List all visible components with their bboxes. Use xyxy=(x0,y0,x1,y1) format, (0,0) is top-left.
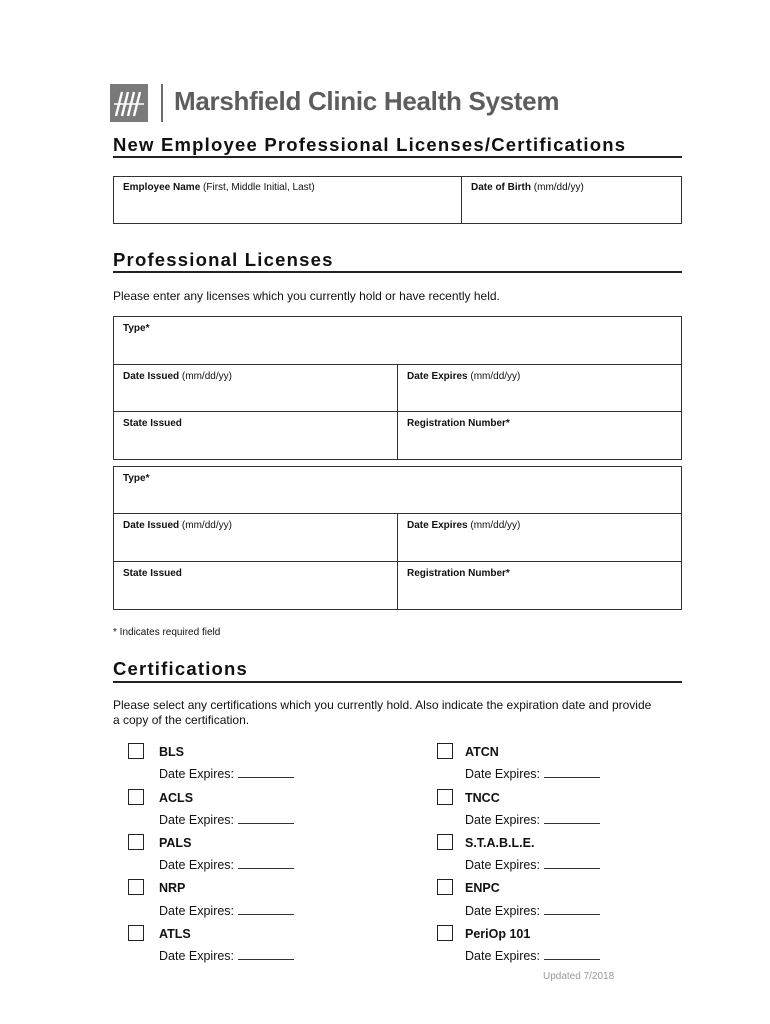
licenses-rule xyxy=(113,271,682,273)
acls-label: ACLS xyxy=(159,791,194,805)
periop-101-checkbox[interactable] xyxy=(437,925,453,941)
state-issued-label: State Issued xyxy=(123,418,182,429)
date-blank xyxy=(544,858,600,869)
certifications-intro-line-1: Please select any certifications which you currently hold. Also indicate the expiration date and provide xyxy=(113,698,652,712)
date-blank xyxy=(238,904,294,915)
dob-label: Date of Birth xyxy=(471,182,531,193)
stable-checkbox[interactable] xyxy=(437,834,453,850)
nrp-label: NRP xyxy=(159,881,186,895)
license-2-state-issued-field[interactable] xyxy=(123,568,182,579)
date-expires-label: Date Expires: xyxy=(159,767,235,781)
stable-label: S.T.A.B.L.E. xyxy=(465,836,535,850)
license-2-type-field[interactable] xyxy=(123,473,150,484)
date-expires-label: Date Expires: xyxy=(159,858,235,872)
stable-date-expires[interactable] xyxy=(465,858,600,872)
date-blank xyxy=(544,904,600,915)
employee-name-label: Employee Name xyxy=(123,182,201,193)
license-1-registration-number-field[interactable] xyxy=(407,418,510,429)
license-2-col-divider xyxy=(397,513,398,610)
date-issued-label: Date Issued xyxy=(123,520,180,531)
nrp-checkbox[interactable] xyxy=(128,879,144,895)
date-blank xyxy=(238,858,294,869)
date-expires-label: Date Expires: xyxy=(465,904,541,918)
licenses-intro: Please enter any licenses which you currently hold or have recently held. xyxy=(113,289,500,303)
pals-label: PALS xyxy=(159,836,192,850)
date-blank xyxy=(544,949,600,960)
certifications-rule xyxy=(113,681,682,683)
registration-number-label: Registration Number* xyxy=(407,568,510,579)
periop-101-date-expires[interactable] xyxy=(465,949,600,963)
certifications-intro-line-2: a copy of the certification. xyxy=(113,713,250,727)
acls-date-expires[interactable] xyxy=(159,813,294,827)
bls-date-expires[interactable] xyxy=(159,767,294,781)
date-issued-hint: (mm/dd/yy) xyxy=(181,371,232,382)
acls-checkbox[interactable] xyxy=(128,789,144,805)
license-type-label: Type* xyxy=(123,473,150,484)
tncc-label: TNCC xyxy=(465,791,500,805)
atcn-checkbox[interactable] xyxy=(437,743,453,759)
tncc-date-expires[interactable] xyxy=(465,813,600,827)
date-expires-label: Date Expires xyxy=(407,520,468,531)
enpc-checkbox[interactable] xyxy=(437,879,453,895)
license-1-date-expires-field[interactable] xyxy=(407,371,520,382)
atcn-label: ATCN xyxy=(465,745,499,759)
atls-date-expires[interactable] xyxy=(159,949,294,963)
certifications-heading: Certifications xyxy=(113,658,249,679)
date-expires-hint: (mm/dd/yy) xyxy=(470,371,521,382)
clinic-logo-icon xyxy=(110,84,148,122)
employee-name-hint: (First, Middle Initial, Last) xyxy=(203,182,315,193)
date-blank xyxy=(544,813,600,824)
date-blank xyxy=(238,767,294,778)
license-type-label: Type* xyxy=(123,323,150,334)
registration-number-label: Registration Number* xyxy=(407,418,510,429)
title-rule xyxy=(113,156,682,158)
employee-name-field[interactable] xyxy=(123,182,315,193)
logo-divider xyxy=(161,84,163,122)
atls-label: ATLS xyxy=(159,927,191,941)
date-blank xyxy=(544,767,600,778)
pals-date-expires[interactable] xyxy=(159,858,294,872)
license-1-col-divider xyxy=(397,364,398,460)
date-blank xyxy=(238,949,294,960)
date-expires-label: Date Expires: xyxy=(465,949,541,963)
pals-checkbox[interactable] xyxy=(128,834,144,850)
bls-label: BLS xyxy=(159,745,184,759)
bls-checkbox[interactable] xyxy=(128,743,144,759)
date-blank xyxy=(238,813,294,824)
tncc-checkbox[interactable] xyxy=(437,789,453,805)
license-2-date-expires-field[interactable] xyxy=(407,520,520,531)
employee-box-divider xyxy=(461,176,462,224)
date-expires-label: Date Expires: xyxy=(465,858,541,872)
date-of-birth-field[interactable] xyxy=(471,182,584,193)
required-field-note: * Indicates required field xyxy=(113,627,221,638)
form-title: New Employee Professional Licenses/Certifications xyxy=(113,134,627,155)
date-expires-label: Date Expires: xyxy=(159,904,235,918)
license-1-state-issued-field[interactable] xyxy=(123,418,182,429)
license-1-date-issued-field[interactable] xyxy=(123,371,232,382)
license-2-registration-number-field[interactable] xyxy=(407,568,510,579)
nrp-date-expires[interactable] xyxy=(159,904,294,918)
license-1-type-field[interactable] xyxy=(123,323,150,334)
enpc-date-expires[interactable] xyxy=(465,904,600,918)
periop-101-label: PeriOp 101 xyxy=(465,927,531,941)
date-issued-hint: (mm/dd/yy) xyxy=(181,520,232,531)
date-expires-label: Date Expires: xyxy=(465,813,541,827)
date-issued-label: Date Issued xyxy=(123,371,180,382)
date-expires-hint: (mm/dd/yy) xyxy=(470,520,521,531)
license-2-date-issued-field[interactable] xyxy=(123,520,232,531)
atcn-date-expires[interactable] xyxy=(465,767,600,781)
atls-checkbox[interactable] xyxy=(128,925,144,941)
date-expires-label: Date Expires: xyxy=(159,813,235,827)
date-expires-label: Date Expires xyxy=(407,371,468,382)
enpc-label: ENPC xyxy=(465,881,500,895)
licenses-heading: Professional Licenses xyxy=(113,249,334,270)
date-expires-label: Date Expires: xyxy=(159,949,235,963)
logo-wordmark: Marshfield Clinic Health System xyxy=(174,86,560,116)
updated-date: Updated 7/2018 xyxy=(543,971,615,982)
state-issued-label: State Issued xyxy=(123,568,182,579)
date-expires-label: Date Expires: xyxy=(465,767,541,781)
dob-hint: (mm/dd/yy) xyxy=(533,182,584,193)
